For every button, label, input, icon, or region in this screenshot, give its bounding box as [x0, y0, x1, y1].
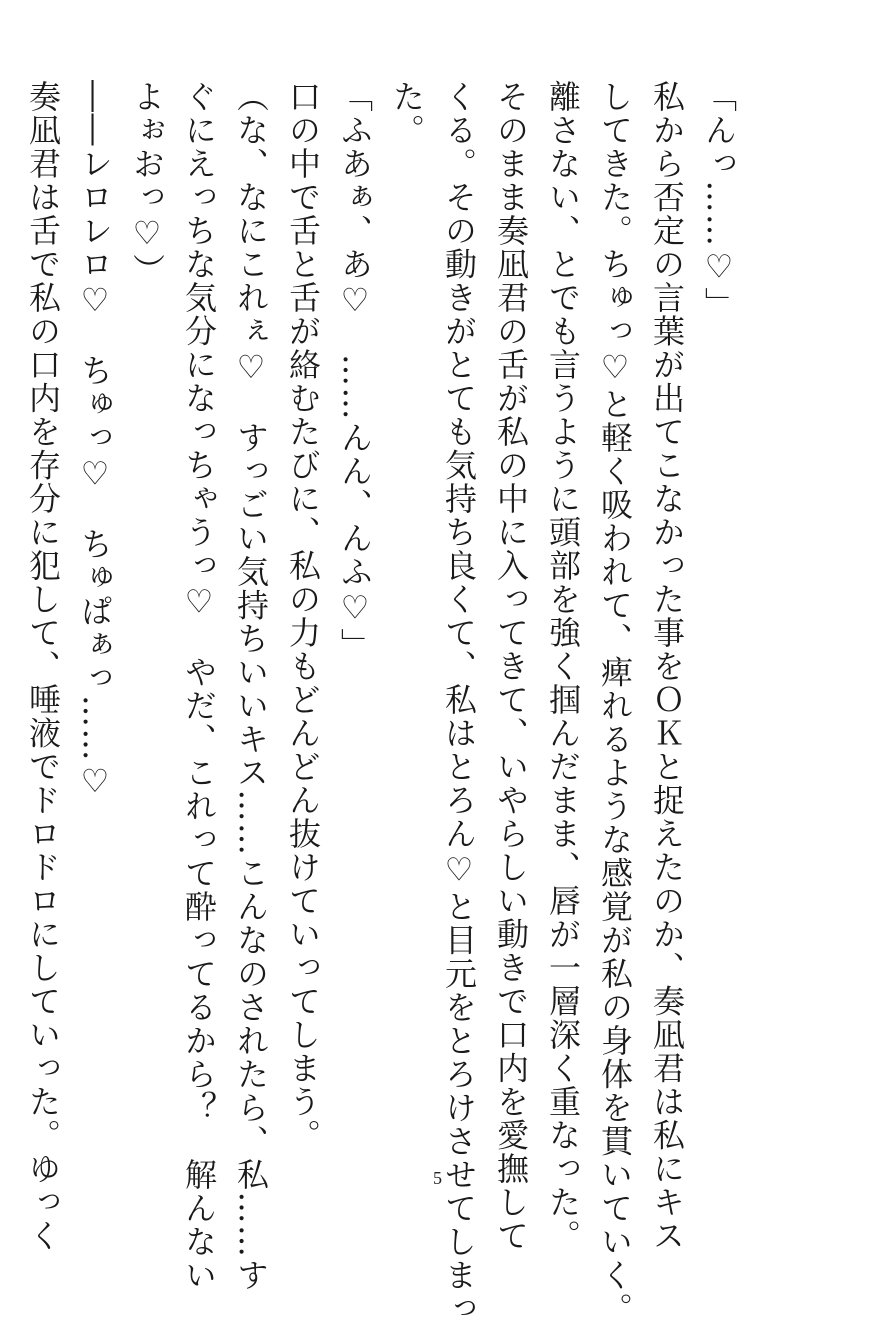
text-line: 離さない、とでも言うように頭部を強く掴んだまま、唇が一層深く重なった。	[544, 80, 582, 1253]
page-number: 5	[433, 1168, 442, 1188]
text-line: （な、なにこれぇ♡ すっごい気持ちいいキス……こんなのされたら、私……す	[232, 80, 270, 1292]
text-line: ぐにえっちな気分になっちゃうっ♡ やだ、これって酔ってるから？ 解んない	[180, 80, 218, 1292]
text-line: してきた。ちゅっ♡と軽く吸われて、痺れるような感覚が私の身体を貫いていく。	[596, 80, 634, 1326]
text-line: 「ふあぁ、あ♡ ……んん、んふ♡」	[336, 80, 374, 662]
text-line: 「んっ……♡」	[700, 80, 738, 321]
text-line: くる。その動きがとても気持ち良くて、私はとろん♡と目元をとろけさせてしまっ	[440, 80, 478, 1326]
text-line: 奏凪君は舌で私の口内を存分に犯して、唾液でドロドロにしていった。ゆっく	[24, 80, 62, 1253]
text-line: よぉおっ♡）	[128, 80, 166, 287]
text-line: そのまま奏凪君の舌が私の中に入ってきて、いやらしい動きで口内を愛撫して	[492, 80, 530, 1253]
vertical-text-body	[24, 80, 745, 1326]
text-line: 私から否定の言葉が出てこなかった事をＯＫと捉えたのか、奏凪君は私にキス	[648, 80, 686, 1253]
text-line: ――レロレロ♡ ちゅっ♡ ちゅぱぁっ……♡	[76, 80, 114, 802]
text-line: 口の中で舌と舌が絡むたびに、私の力もどんどん抜けていってしまう。	[284, 80, 322, 1152]
text-line: た。	[388, 80, 426, 147]
